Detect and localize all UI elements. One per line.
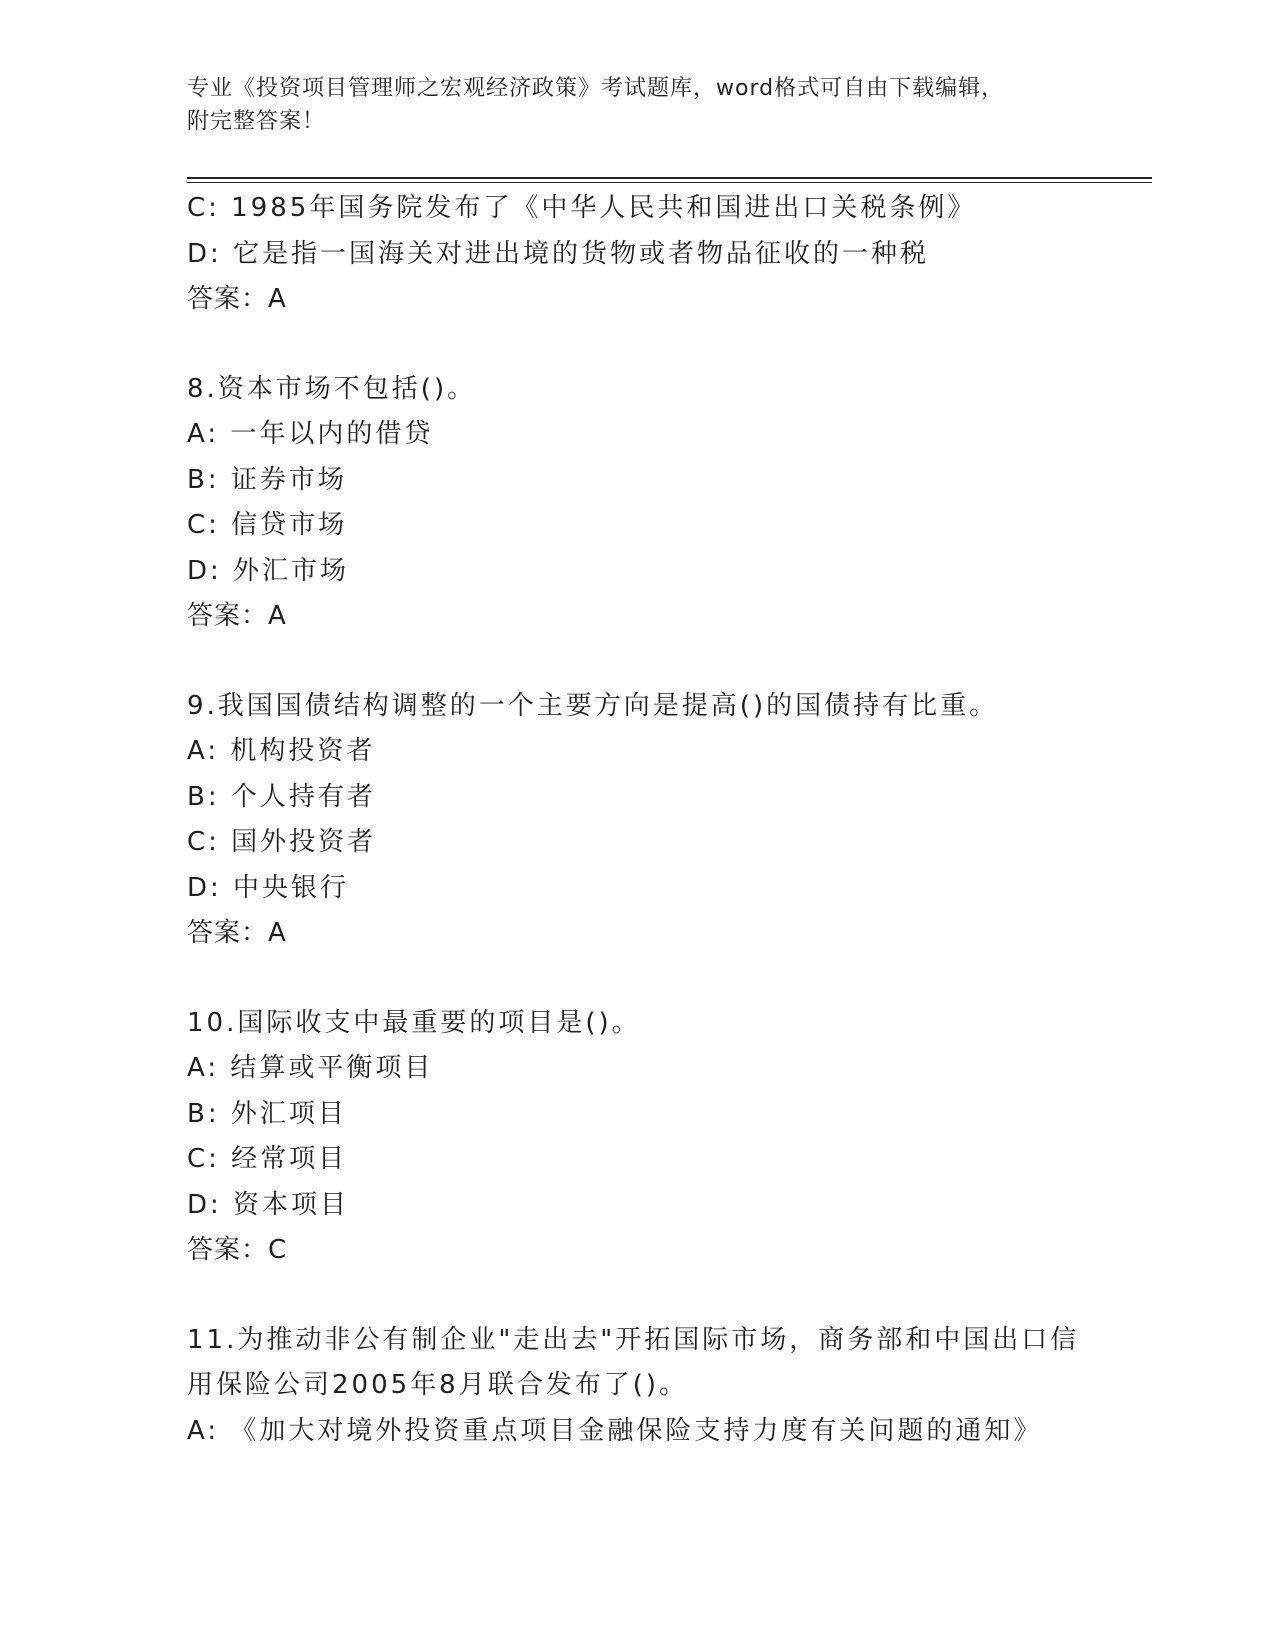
q7-answer: 答案：A bbox=[187, 284, 287, 314]
header-divider-thick bbox=[187, 177, 1152, 179]
spacer bbox=[187, 323, 1147, 367]
spacer bbox=[187, 957, 1147, 1001]
q8-option-a: A: 一年以内的借贷 bbox=[187, 419, 434, 449]
document-header bbox=[187, 72, 1087, 138]
header-divider-thin bbox=[187, 182, 1152, 183]
q10-answer: 答案：C bbox=[187, 1235, 288, 1265]
q9-stem: 9.我国国债结构调整的一个主要方向是提高()的国债持有比重。 bbox=[187, 690, 999, 721]
q7-option-c: C: 1985年国务院发布了《中华人民共和国进出口关税条例》 bbox=[187, 193, 977, 223]
question-list bbox=[187, 186, 1147, 1454]
q8-stem: 8.资本市场不包括()。 bbox=[187, 373, 477, 404]
q9-option-b: B: 个人持有者 bbox=[187, 781, 376, 812]
q10-stem: 10.国际收支中最重要的项目是()。 bbox=[187, 1007, 641, 1038]
q11-stem-line-1: 11.为推动非公有制企业"走出去"开拓国际市场，商务部和中国出口信 bbox=[187, 1324, 1080, 1355]
header-line-2: 附完整答案！ bbox=[187, 109, 326, 134]
q11-stem bbox=[187, 1318, 1147, 1409]
q11-option-a: A: 《加大对境外投资重点项目金融保险支持力度有关问题的通知》 bbox=[187, 1415, 1043, 1446]
q10-option-c: C: 经常项目 bbox=[187, 1144, 348, 1174]
q9-option-d: D: 中央银行 bbox=[187, 872, 350, 903]
q10-option-a: A: 结算或平衡项目 bbox=[187, 1053, 434, 1083]
q11-stem-line-2: 用保险公司2005年8月联合发布了()。 bbox=[187, 1370, 688, 1400]
spacer bbox=[187, 640, 1147, 684]
q7-option-d: D: 它是指一国海关对进出境的货物或者物品征收的一种税 bbox=[187, 238, 930, 269]
q8-option-c: C: 信贷市场 bbox=[187, 510, 348, 540]
q8-option-b: B: 证券市场 bbox=[187, 464, 347, 495]
q9-option-c: C: 国外投资者 bbox=[187, 827, 377, 857]
spacer bbox=[187, 1274, 1147, 1318]
q9-option-a: A: 机构投资者 bbox=[187, 736, 376, 766]
q10-option-d: D: 资本项目 bbox=[187, 1189, 350, 1220]
q9-answer: 答案：A bbox=[187, 918, 287, 948]
header-line-1: 专业《投资项目管理师之宏观经济政策》考试题库，word格式可自由下载编辑， bbox=[187, 76, 1005, 101]
q8-answer: 答案：A bbox=[187, 601, 287, 631]
q8-option-d: D: 外汇市场 bbox=[187, 555, 350, 586]
q10-option-b: B: 外汇项目 bbox=[187, 1098, 347, 1129]
